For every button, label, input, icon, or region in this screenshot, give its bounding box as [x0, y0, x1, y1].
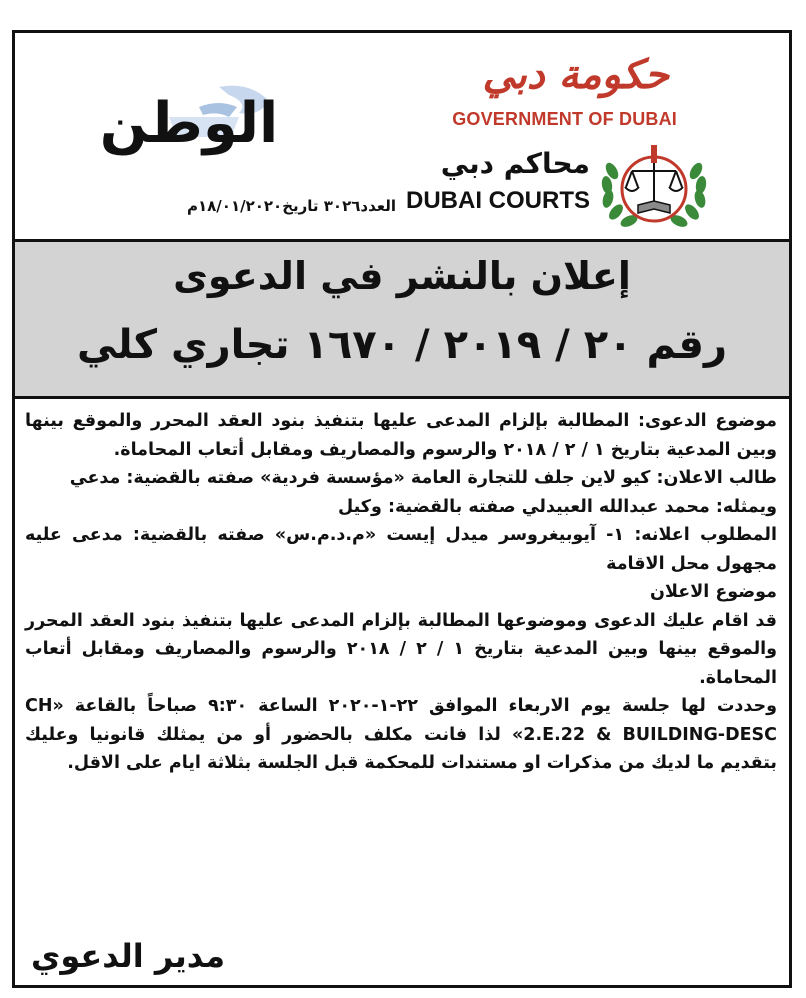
courts-english-name: DUBAI COURTS — [406, 187, 590, 214]
announcement-title: إعلان بالنشر في الدعوى — [173, 254, 631, 298]
requester: طالب الاعلان: كيو لاين جلف للتجارة العامة «مؤسسة فردية» صفته بالقضية: مدعي — [69, 468, 777, 488]
announcement-body — [25, 407, 777, 778]
defendant: المطلوب اعلانه: ١- آيوبيغروسر ميدل إيست «م.د.م.س» صفته بالقضية: مدعى عليه مجهول محل الاقامة — [25, 525, 777, 574]
notice-subject-heading: موضوع الاعلان — [650, 582, 777, 602]
courts-arabic-name: محاكم دبي — [440, 147, 590, 180]
newspaper-name: الوطن — [99, 91, 279, 156]
header — [15, 33, 789, 239]
signature: مدير الدعوي — [31, 937, 226, 975]
announcement-frame — [12, 30, 792, 988]
case-number: رقم ٢٠ / ٢٠١٩ / ١٦٧٠ تجاري كلي — [76, 322, 728, 368]
hearing-details: وحددت لها جلسة يوم الاربعاء الموافق ٢٢-١-٢٠٢٠ الساعة ٩:٣٠ صباحاً بالقاعة «CH 2.E.22 & BUILDING-DESC» لذا فانت مكلف بالحضور أو من يمثلك قانونيا وعليك بتقديم ما لديك من مذكرات او مستندات للمحكمة قبل الجلسة بثلاثة ايام على الاقل. — [25, 696, 777, 773]
government-of-dubai-logo — [437, 47, 677, 147]
title-band — [15, 239, 789, 399]
dubai-courts-logo — [380, 141, 710, 233]
issue-number-date: العدد٣٠٢٦ تاريخ١٨/٠١/٢٠٢٠م — [187, 197, 397, 215]
representative: ويمثله: محمد عبدالله العبيدلي صفته بالقضية: وكيل — [338, 496, 777, 517]
gov-english-name: GOVERNMENT OF DUBAI — [452, 109, 677, 129]
gov-arabic-name: حكومة دبي — [482, 51, 669, 98]
notice-subject: قد اقام عليك الدعوى وموضوعها المطالبة بإلزام المدعى عليها بتنفيذ بنود العقد المحرر والموقع بينها وبين المدعية بتاريخ ١ / ٢ / ٢٠١٨ والرسوم والمصاريف ومقابل أتعاب المحاماة. — [25, 610, 778, 688]
scales-of-justice-wreath-icon — [598, 141, 710, 233]
lawsuit-subject: موضوع الدعوى: المطالبة بإلزام المدعى عليها بتنفيذ بنود العقد المحرر والموقع بينها وبين المدعية بتاريخ ١ / ٢ / ٢٠١٨ والرسوم والمصاريف ومقابل أتعاب المحاماة. — [25, 411, 777, 460]
